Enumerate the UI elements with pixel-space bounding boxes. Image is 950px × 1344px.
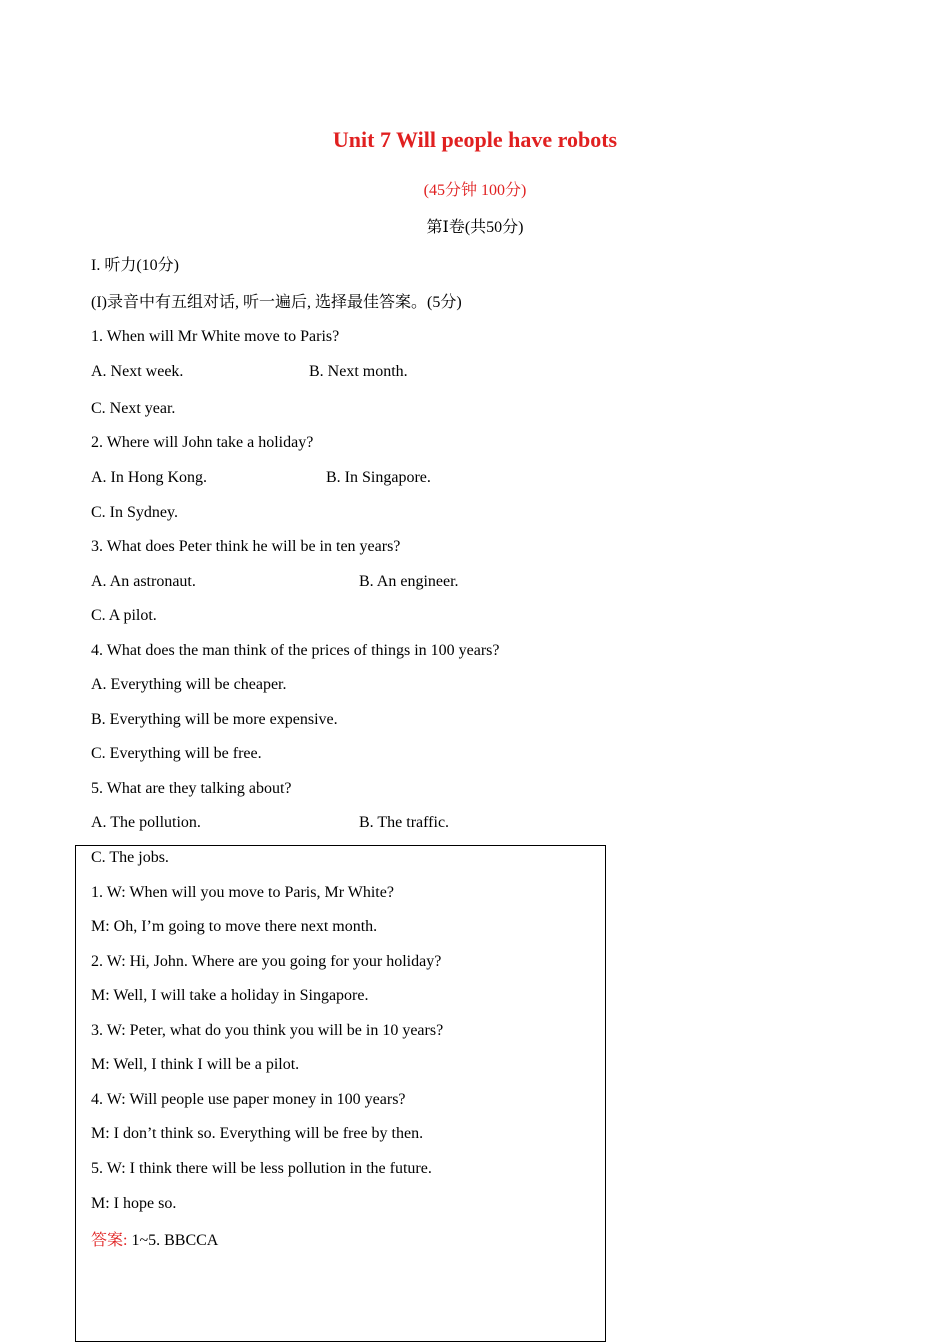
option-b: B. In Singapore. <box>326 469 431 486</box>
question-stem: 3. What does Peter think he will be in ten years? <box>91 538 401 555</box>
option-a: A. Next week. <box>91 363 184 380</box>
option-c: C. The jobs. <box>91 849 169 866</box>
answer-value: 1~5. BBCCA <box>127 1232 219 1249</box>
option-b: B. Everything will be more expensive. <box>91 711 338 728</box>
option-a: A. An astronaut. <box>91 573 196 590</box>
transcript-line: M: Well, I think I will be a pilot. <box>91 1056 300 1073</box>
page-title: Unit 7 Will people have robots <box>332 127 618 152</box>
answer-label: 答案: <box>91 1232 128 1249</box>
option-b: B. The traffic. <box>359 814 450 831</box>
transcript-line: 2. W: Hi, John. Where are you going for your holiday? <box>91 953 442 970</box>
question-stem: 1. When will Mr White move to Paris? <box>91 328 340 345</box>
question-stem: 5. What are they talking about? <box>91 780 292 797</box>
option-c: C. Everything will be free. <box>91 745 262 762</box>
option-c: C. A pilot. <box>91 607 157 624</box>
transcript-line: 1. W: When will you move to Paris, Mr White? <box>91 884 394 901</box>
option-a: A. The pollution. <box>91 814 201 831</box>
transcript-line: M: I don’t think so. Everything will be free by then. <box>91 1125 424 1142</box>
part-heading: 第Ⅰ卷(共50分) <box>426 219 524 236</box>
transcript-line: 3. W: Peter, what do you think you will be in 10 years? <box>91 1022 444 1039</box>
option-b: B. An engineer. <box>359 573 459 590</box>
transcript-line: M: Well, I will take a holiday in Singapore. <box>91 987 369 1004</box>
transcript-line: M: I hope so. <box>91 1195 177 1212</box>
option-c: C. Next year. <box>91 400 176 417</box>
transcript-line: M: Oh, I’m going to move there next month. <box>91 918 378 935</box>
time-score-subtitle: (45分钟 100分) <box>423 182 527 199</box>
section-heading: I. 听力(10分) <box>91 257 179 274</box>
section-instruction: (I)录音中有五组对话, 听一遍后, 选择最佳答案。(5分) <box>91 294 462 311</box>
option-a: A. Everything will be cheaper. <box>91 676 287 693</box>
question-stem: 4. What does the man think of the prices of things in 100 years? <box>91 642 500 659</box>
answer-line <box>91 1231 218 1251</box>
transcript-line: 5. W: I think there will be less pollution in the future. <box>91 1160 432 1177</box>
option-b: B. Next month. <box>309 363 408 380</box>
option-c: C. In Sydney. <box>91 504 178 521</box>
transcript-line: 4. W: Will people use paper money in 100 years? <box>91 1091 406 1108</box>
question-stem: 2. Where will John take a holiday? <box>91 434 314 451</box>
option-a: A. In Hong Kong. <box>91 469 207 486</box>
